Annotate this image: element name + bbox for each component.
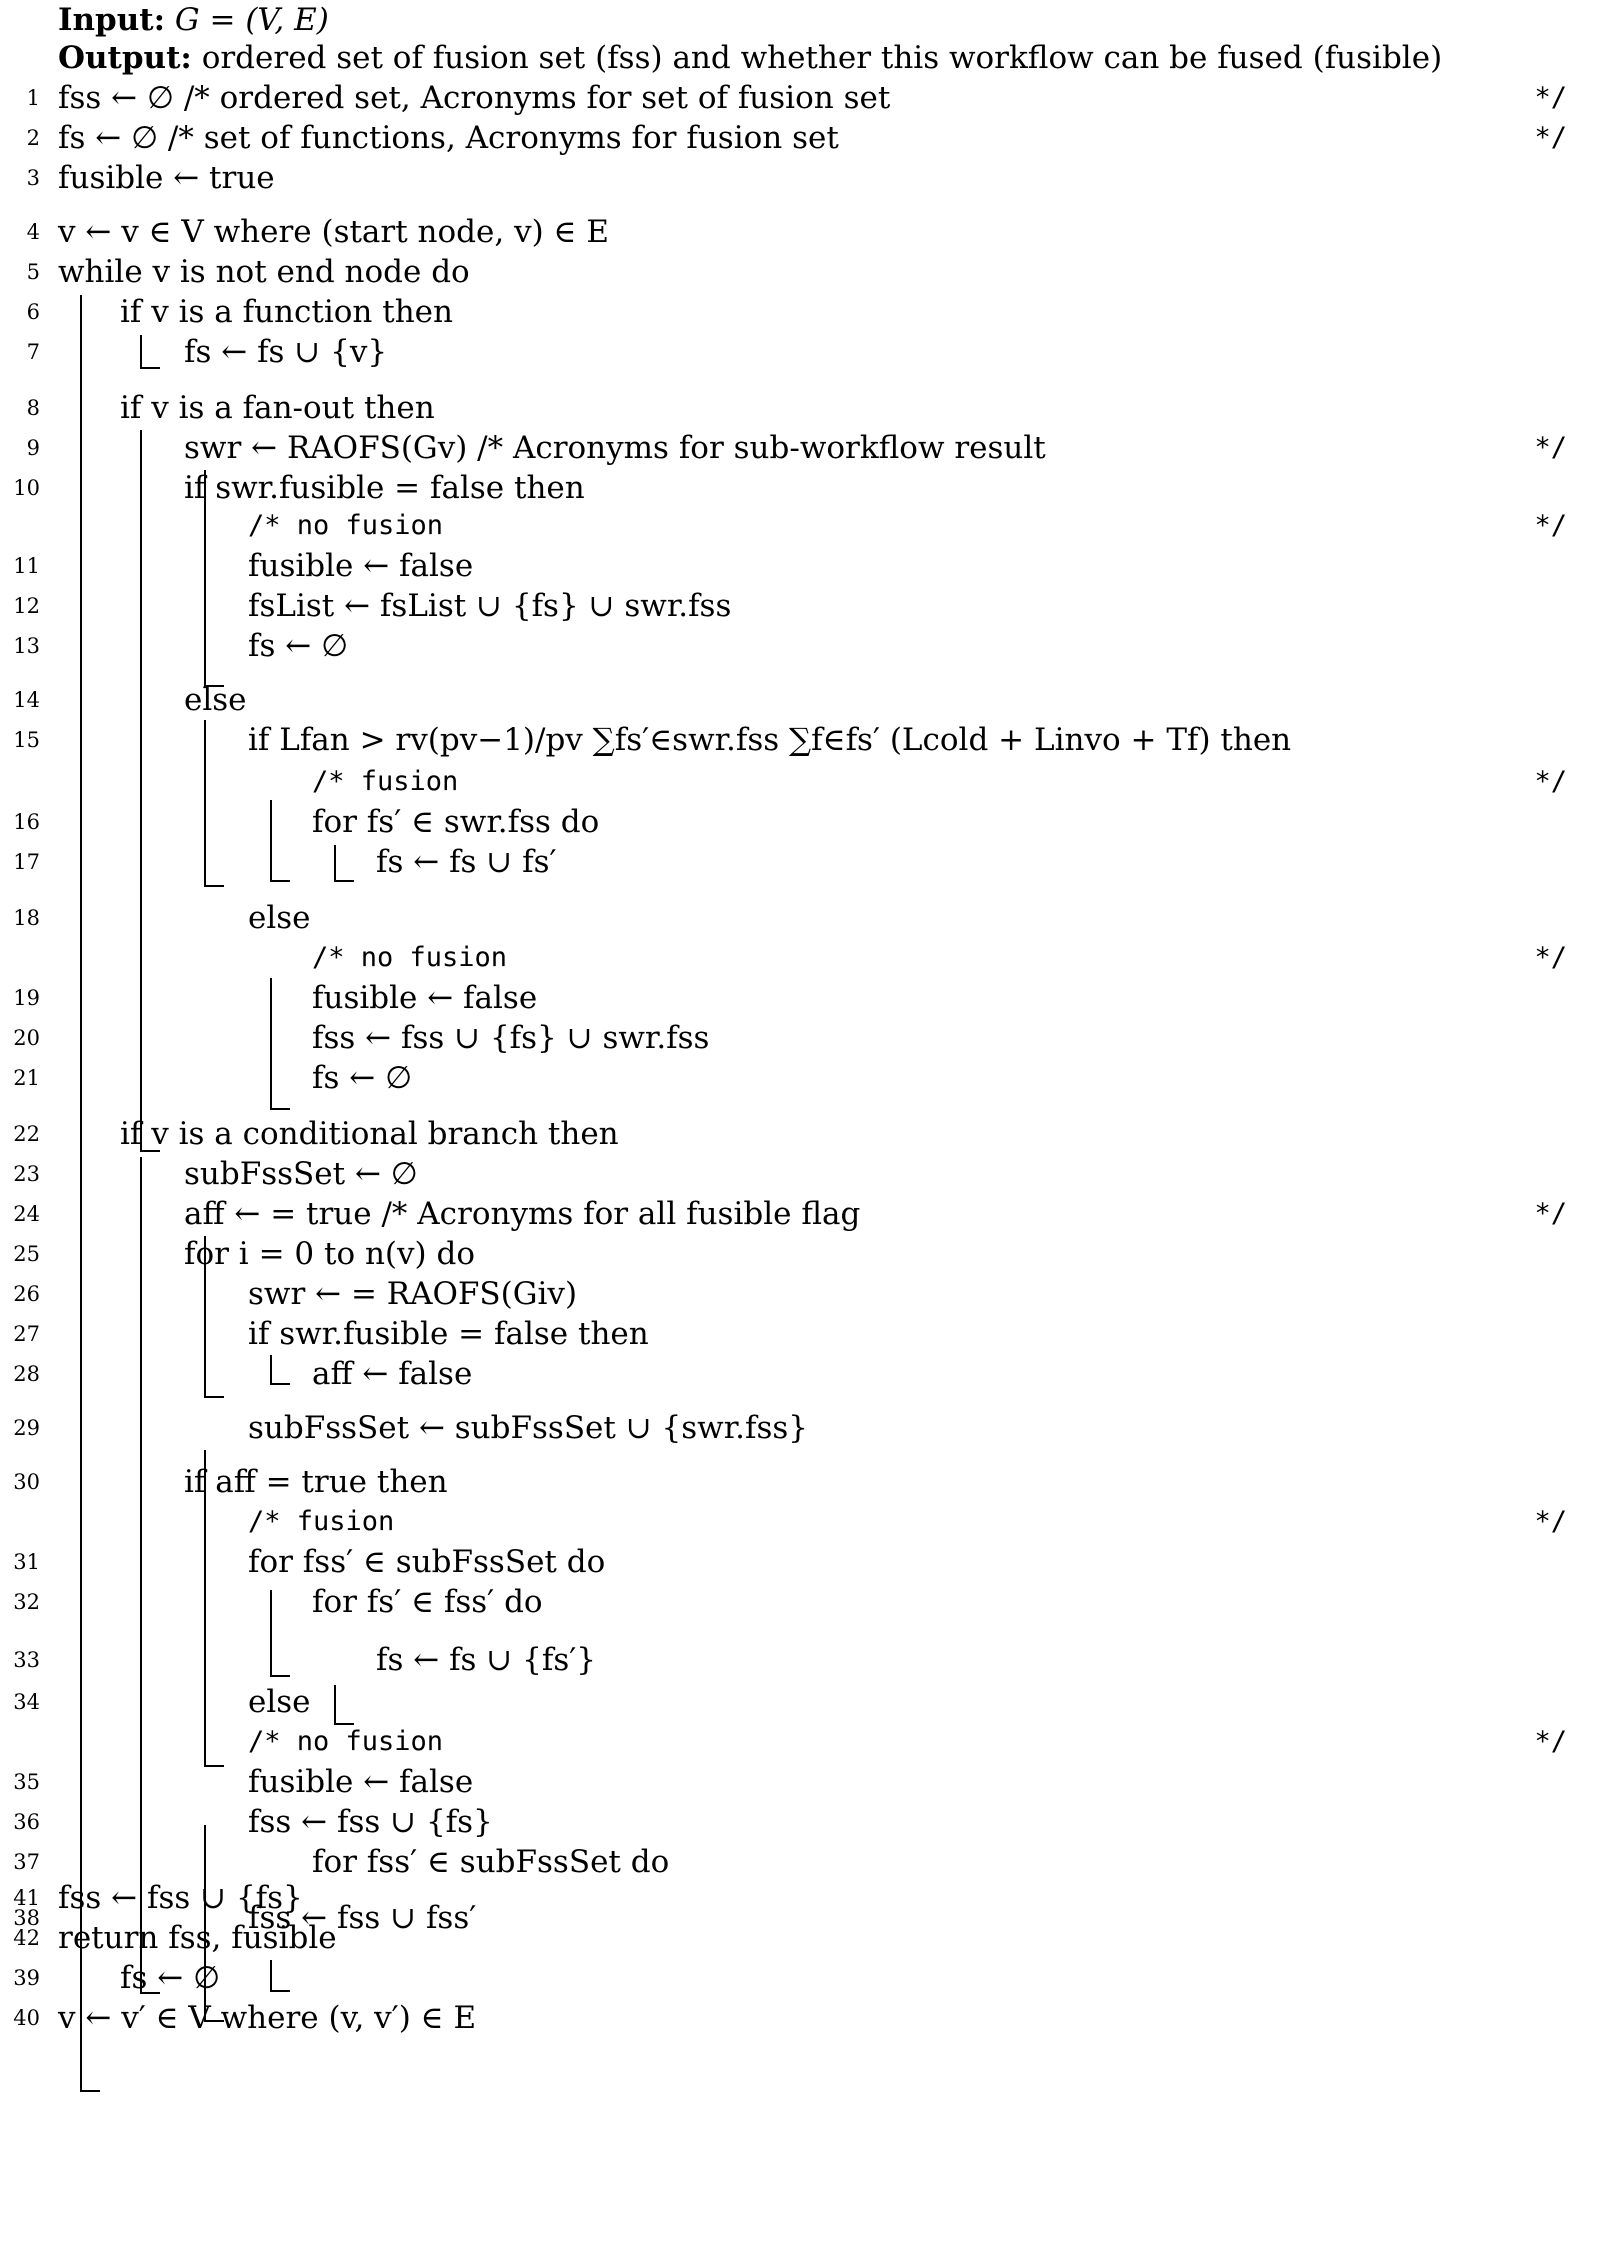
code-line: swr ← RAOFS(Gv) /* Acronyms for sub-workflow result: [184, 430, 1046, 466]
code-line: fs ← ∅: [312, 1060, 413, 1096]
line-number: 25: [13, 1242, 40, 1266]
block-scope-bar: [334, 1685, 354, 1725]
line-number: 29: [13, 1416, 40, 1440]
line-number: 9: [26, 436, 40, 460]
block-scope-bar: [204, 470, 224, 687]
code-line: /* no fusion: [312, 942, 508, 973]
block-scope-bar: [140, 1157, 160, 1994]
line-number: 10: [13, 476, 40, 500]
line-number: 6: [26, 300, 40, 324]
code-line: fss ← fss ∪ {fs}: [58, 1880, 303, 1916]
code-line: fusible ← true: [58, 160, 275, 196]
code-line: fs ← ∅ /* set of functions, Acronyms for fusion set: [58, 120, 839, 156]
input-text: G = (V, E): [174, 2, 329, 38]
code-line: fsList ← fsList ∪ {fs} ∪ swr.fss: [248, 588, 732, 624]
line-number: 23: [13, 1162, 40, 1186]
line-number: 42: [13, 1926, 40, 1950]
comment-end: */: [1534, 1198, 1567, 1229]
code-line: fusible ← false: [312, 980, 538, 1016]
line-number: 19: [13, 986, 40, 1010]
code-line: for fss′ ∈ subFssSet do: [312, 1844, 670, 1880]
code-line: fusible ← false: [248, 548, 474, 584]
code-line: for i = 0 to n(v) do: [184, 1236, 475, 1272]
line-number: 16: [13, 810, 40, 834]
code-line: fs ← ∅: [248, 628, 349, 664]
code-line: subFssSet ← subFssSet ∪ {swr.fss}: [248, 1410, 808, 1446]
code-line: v ← v ∈ V where (start node, v) ∈ E: [58, 214, 609, 250]
line-number: 34: [13, 1690, 40, 1714]
code-line: /* no fusion: [248, 510, 444, 541]
line-number: 2: [26, 126, 40, 150]
block-scope-bar: [204, 1450, 224, 1767]
code-line: if aff = true then: [184, 1464, 448, 1500]
code-line: else: [248, 1684, 311, 1720]
code-line: else: [248, 900, 311, 936]
input-label: Input:: [58, 2, 166, 38]
line-number: 18: [13, 906, 40, 930]
block-scope-bar: [140, 430, 160, 1152]
comment-end: */: [1534, 82, 1567, 113]
line-number: 31: [13, 1550, 40, 1574]
code-line: for fss′ ∈ subFssSet do: [248, 1544, 606, 1580]
block-scope-bar: [204, 1236, 224, 1398]
line-number: 5: [26, 260, 40, 284]
code-line: for fs′ ∈ swr.fss do: [312, 804, 600, 840]
code-line: return fss, fusible: [58, 1920, 337, 1956]
block-scope-bar: [270, 1960, 290, 1992]
code-line: fss ← fss ∪ {fs}: [248, 1804, 493, 1840]
code-line: swr ← = RAOFS(Giv): [248, 1276, 578, 1312]
line-number: 36: [13, 1810, 40, 1834]
block-scope-bar: [270, 978, 290, 1110]
code-line: fs ← ∅: [120, 1960, 221, 1996]
block-scope-bar: [270, 800, 290, 882]
line-number: 14: [13, 688, 40, 712]
code-line: else: [184, 682, 247, 718]
line-number: 8: [26, 396, 40, 420]
line-number: 30: [13, 1470, 40, 1494]
comment-end: */: [1534, 1726, 1567, 1757]
code-line: while v is not end node do: [58, 254, 470, 290]
block-scope-bar: [140, 335, 160, 369]
line-number: 38: [13, 1906, 40, 1930]
code-line: /* no fusion: [248, 1726, 444, 1757]
code-line: for fs′ ∈ fss′ do: [312, 1584, 543, 1620]
comment-end: */: [1534, 510, 1567, 541]
input-line: [58, 0, 329, 40]
line-number: 1: [26, 86, 40, 110]
code-line: subFssSet ← ∅: [184, 1156, 418, 1192]
line-number: 17: [13, 850, 40, 874]
code-line: aff ← false: [312, 1356, 473, 1392]
line-number: 20: [13, 1026, 40, 1050]
line-number: 11: [13, 554, 40, 578]
line-number: 27: [13, 1322, 40, 1346]
block-scope-bar: [204, 1825, 224, 2022]
line-number: 15: [13, 728, 40, 752]
code-line: if v is a conditional branch then: [120, 1116, 619, 1152]
comment-end: */: [1534, 432, 1567, 463]
code-line: /* fusion: [312, 766, 459, 797]
code-line: fs ← fs ∪ {fs′}: [376, 1642, 596, 1678]
line-number: 26: [13, 1282, 40, 1306]
block-scope-bar: [270, 1590, 290, 1677]
comment-end: */: [1534, 766, 1567, 797]
code-line: if swr.fusible = false then: [184, 470, 585, 506]
block-scope-bar: [334, 845, 354, 882]
code-line: if v is a function then: [120, 294, 453, 330]
code-line: fss ← fss ∪ fss′: [248, 1900, 477, 1936]
code-line: aff ← = true /* Acronyms for all fusible flag: [184, 1196, 861, 1232]
line-number: 3: [26, 166, 40, 190]
code-line: fss ← ∅ /* ordered set, Acronyms for set of fusion set: [58, 80, 891, 116]
comment-end: */: [1534, 1506, 1567, 1537]
line-number: 13: [13, 634, 40, 658]
output-label: Output:: [58, 40, 192, 76]
code-line: if swr.fusible = false then: [248, 1316, 649, 1352]
line-number: 33: [13, 1648, 40, 1672]
code-line: fusible ← false: [248, 1764, 474, 1800]
line-number: 41: [13, 1886, 40, 1910]
block-scope-bar: [204, 720, 224, 887]
code-line: fs ← fs ∪ fs′: [376, 844, 557, 880]
comment-end: */: [1534, 942, 1567, 973]
block-scope-bar: [80, 295, 100, 2092]
code-line: /* fusion: [248, 1506, 395, 1537]
line-number: 40: [13, 2006, 40, 2030]
code-line: if Lfan > rv(pv−1)/pv ∑fs′∈swr.fss ∑f∈fs′ (Lcold + Linvo + Tf) then: [248, 722, 1292, 758]
line-number: 37: [13, 1850, 40, 1874]
line-number: 21: [13, 1066, 40, 1090]
output-line: [58, 38, 1442, 78]
code-line: fs ← fs ∪ {v}: [184, 334, 388, 370]
code-line: v ← v′ ∈ V where (v, v′) ∈ E: [58, 2000, 477, 2036]
output-text: ordered set of fusion set (fss) and whether this workflow can be fused (fusible): [201, 40, 1443, 76]
line-number: 7: [26, 340, 40, 364]
line-number: 32: [13, 1590, 40, 1614]
line-number: 12: [13, 594, 40, 618]
line-number: 24: [13, 1202, 40, 1226]
line-number: 4: [26, 220, 40, 244]
code-line: fss ← fss ∪ {fs} ∪ swr.fss: [312, 1020, 710, 1056]
line-number: 28: [13, 1362, 40, 1386]
line-number: 39: [13, 1966, 40, 1990]
line-number: 22: [13, 1122, 40, 1146]
line-number: 35: [13, 1770, 40, 1794]
block-scope-bar: [270, 1355, 290, 1385]
code-line: if v is a fan-out then: [120, 390, 435, 426]
comment-end: */: [1534, 122, 1567, 153]
